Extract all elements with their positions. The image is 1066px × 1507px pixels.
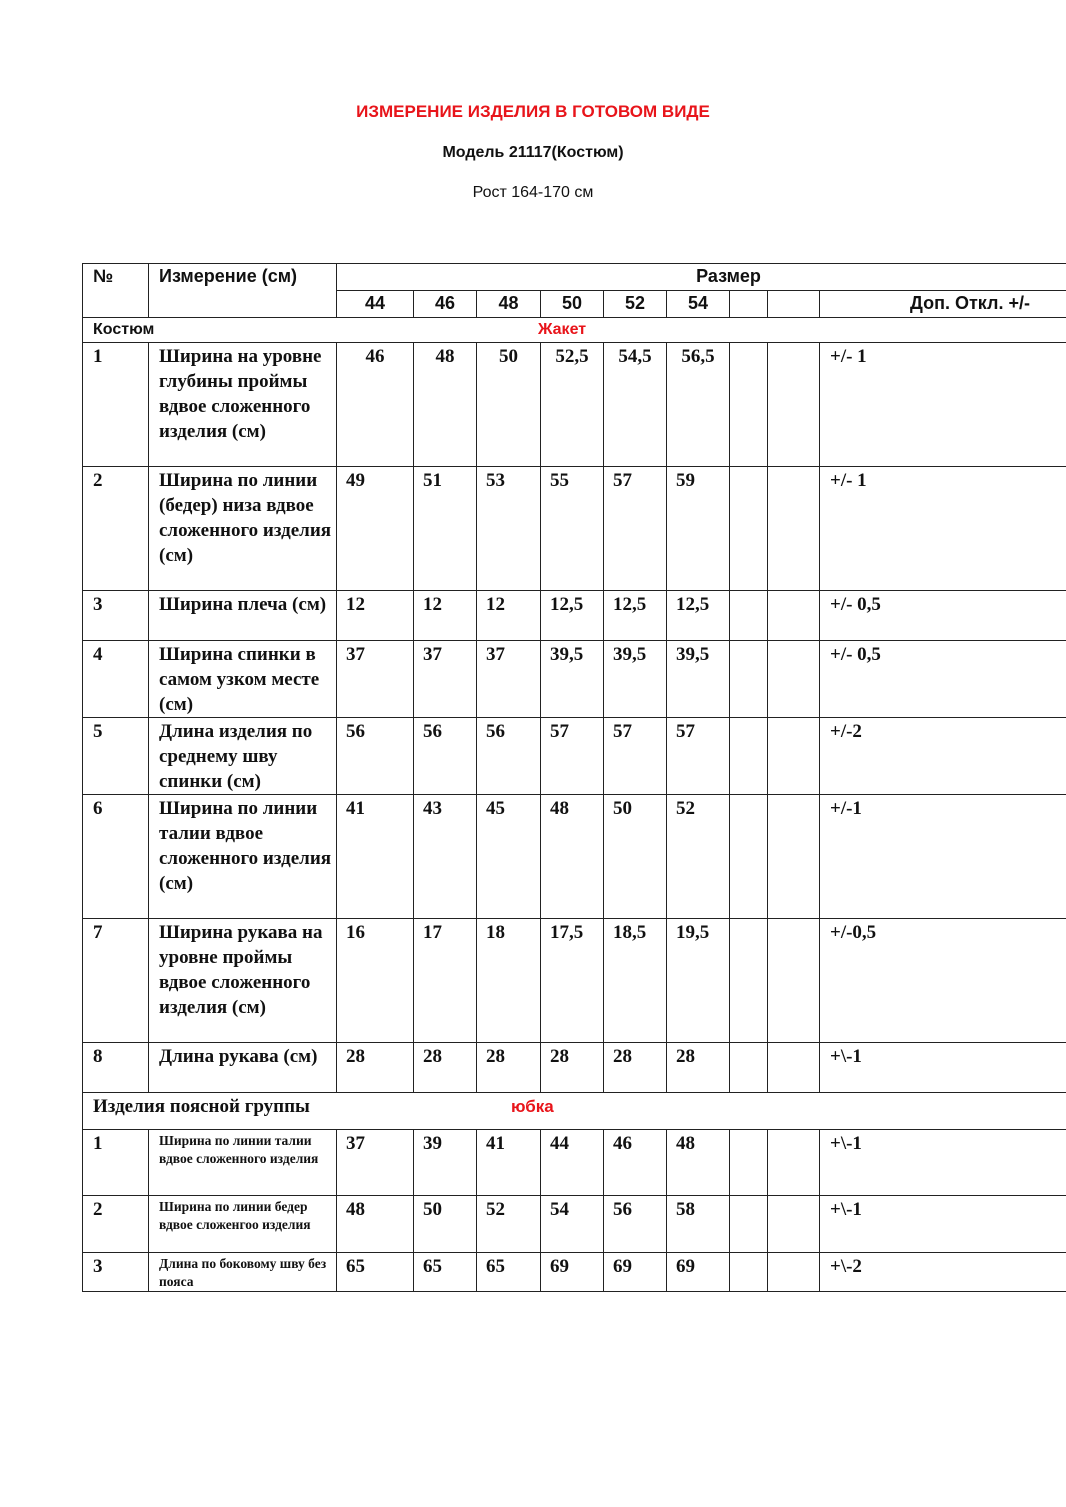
tolerance-cell: +\-1 <box>820 1043 1066 1093</box>
size-value-cell: 50 <box>604 795 667 919</box>
section-garment-label: юбка <box>511 1097 554 1116</box>
size-value-cell: 56,5 <box>667 343 730 467</box>
size-value-cell: 18,5 <box>604 919 667 1043</box>
header-row <box>83 264 1066 291</box>
size-value-cell: 48 <box>667 1130 730 1196</box>
table-row <box>83 919 1066 1043</box>
size-value-cell: 59 <box>667 467 730 591</box>
tolerance-cell: +\-1 <box>820 1196 1066 1253</box>
size-value-cell: 28 <box>337 1043 414 1093</box>
size-value-cell: 56 <box>337 718 414 795</box>
size-value-cell: 12 <box>337 591 414 641</box>
measurement-table <box>82 263 1066 1292</box>
size-value-cell: 28 <box>541 1043 604 1093</box>
size-value-cell: 17,5 <box>541 919 604 1043</box>
tolerance-cell: +/- 0,5 <box>820 591 1066 641</box>
size-value-cell <box>730 641 768 718</box>
size-value-cell: 53 <box>477 467 541 591</box>
table-row <box>83 718 1066 795</box>
size-value-cell: 43 <box>414 795 477 919</box>
table-row <box>83 343 1066 467</box>
table-row <box>83 641 1066 718</box>
row-number: 7 <box>83 919 149 1043</box>
row-number: 3 <box>83 591 149 641</box>
measurement-name: Длина по боковому шву без пояса <box>149 1253 337 1292</box>
size-value-cell <box>768 1196 820 1253</box>
size-header: 48 <box>477 291 541 318</box>
size-value-cell: 39,5 <box>667 641 730 718</box>
size-value-cell <box>730 1253 768 1292</box>
size-header <box>768 291 820 318</box>
measurement-name: Ширина по линии (бедер) низа вдвое сложенного изделия (см) <box>149 467 337 591</box>
size-value-cell <box>768 795 820 919</box>
size-value-cell <box>730 467 768 591</box>
size-value-cell: 12 <box>477 591 541 641</box>
size-value-cell <box>768 1253 820 1292</box>
table-row <box>83 1253 1066 1292</box>
size-value-cell: 37 <box>337 1130 414 1196</box>
table-row <box>83 591 1066 641</box>
measurement-name: Ширина по линии талии вдвое сложенного изделия (см) <box>149 795 337 919</box>
size-value-cell: 57 <box>541 718 604 795</box>
size-value-cell: 12,5 <box>667 591 730 641</box>
size-value-cell <box>768 591 820 641</box>
size-header: 50 <box>541 291 604 318</box>
tolerance-cell: +/- 1 <box>820 343 1066 467</box>
size-value-cell: 12 <box>414 591 477 641</box>
size-header: 54 <box>667 291 730 318</box>
size-value-cell: 16 <box>337 919 414 1043</box>
row-number: 1 <box>83 343 149 467</box>
row-number: 6 <box>83 795 149 919</box>
size-value-cell: 58 <box>667 1196 730 1253</box>
document-title: ИЗМЕРЕНИЕ ИЗДЕЛИЯ В ГОТОВОМ ВИДЕ <box>356 102 710 121</box>
measurement-name: Длина изделия по среднему шву спинки (см) <box>149 718 337 795</box>
table-row <box>83 1043 1066 1093</box>
size-value-cell: 50 <box>414 1196 477 1253</box>
size-value-cell: 12,5 <box>604 591 667 641</box>
size-value-cell: 69 <box>667 1253 730 1292</box>
size-value-cell: 56 <box>414 718 477 795</box>
model-heading: Модель 21117(Костюм) <box>442 144 624 161</box>
column-header-measurement: Измерение (см) <box>149 264 337 318</box>
size-value-cell: 65 <box>337 1253 414 1292</box>
size-value-cell: 37 <box>477 641 541 718</box>
measurement-name: Ширина на уровне глубины проймы вдвое сложенного изделия (см) <box>149 343 337 467</box>
section-garment-label: Жакет <box>538 321 587 338</box>
row-number: 4 <box>83 641 149 718</box>
tolerance-cell: +/-2 <box>820 718 1066 795</box>
section-row <box>83 318 1066 343</box>
size-value-cell: 52 <box>477 1196 541 1253</box>
measurement-name: Ширина рукава на уровне проймы вдвое сложенного изделия (см) <box>149 919 337 1043</box>
size-value-cell <box>768 1130 820 1196</box>
tolerance-cell: +/- 0,5 <box>820 641 1066 718</box>
tolerance-cell: +\-1 <box>820 1130 1066 1196</box>
size-value-cell: 69 <box>541 1253 604 1292</box>
size-value-cell: 12,5 <box>541 591 604 641</box>
size-header <box>730 291 768 318</box>
size-value-cell <box>730 718 768 795</box>
size-value-cell <box>768 467 820 591</box>
size-value-cell <box>768 919 820 1043</box>
size-value-cell: 52 <box>667 795 730 919</box>
size-value-cell: 49 <box>337 467 414 591</box>
size-value-cell: 69 <box>604 1253 667 1292</box>
size-value-cell: 28 <box>414 1043 477 1093</box>
size-value-cell: 28 <box>604 1043 667 1093</box>
row-number: 8 <box>83 1043 149 1093</box>
table-row <box>83 467 1066 591</box>
measurement-name: Ширина по линии талии вдвое сложенного изделия <box>149 1130 337 1196</box>
size-value-cell: 56 <box>604 1196 667 1253</box>
size-header: 46 <box>414 291 477 318</box>
size-value-cell: 39 <box>414 1130 477 1196</box>
size-value-cell <box>768 641 820 718</box>
measurement-name: Длина рукава (см) <box>149 1043 337 1093</box>
column-header-size: Размер <box>337 264 1066 291</box>
size-header: 44 <box>337 291 414 318</box>
size-value-cell: 41 <box>477 1130 541 1196</box>
size-value-cell: 54,5 <box>604 343 667 467</box>
tolerance-cell: +/-1 <box>820 795 1066 919</box>
size-value-cell: 57 <box>604 718 667 795</box>
size-header: 52 <box>604 291 667 318</box>
section-row <box>83 1093 1066 1130</box>
section-label: Изделия поясной группы <box>93 1096 310 1117</box>
size-value-cell: 65 <box>477 1253 541 1292</box>
size-value-cell: 39,5 <box>604 641 667 718</box>
size-value-cell: 44 <box>541 1130 604 1196</box>
size-value-cell: 18 <box>477 919 541 1043</box>
measurement-name: Ширина по линии бедер вдвое сложенгоо изделия <box>149 1196 337 1253</box>
size-value-cell: 46 <box>604 1130 667 1196</box>
size-value-cell: 65 <box>414 1253 477 1292</box>
size-value-cell <box>730 1130 768 1196</box>
size-value-cell <box>730 919 768 1043</box>
size-value-cell <box>730 343 768 467</box>
size-value-cell: 48 <box>414 343 477 467</box>
size-value-cell: 39,5 <box>541 641 604 718</box>
size-value-cell: 48 <box>337 1196 414 1253</box>
column-header-number: № <box>83 264 149 318</box>
size-value-cell: 37 <box>414 641 477 718</box>
column-header-tolerance: Доп. Откл. +/- <box>820 291 1066 318</box>
size-value-cell: 41 <box>337 795 414 919</box>
size-value-cell: 55 <box>541 467 604 591</box>
row-number: 3 <box>83 1253 149 1292</box>
size-value-cell: 17 <box>414 919 477 1043</box>
table-row <box>83 1130 1066 1196</box>
table-row <box>83 795 1066 919</box>
row-number: 2 <box>83 1196 149 1253</box>
height-heading: Рост 164-170 см <box>472 184 594 201</box>
table-row <box>83 1196 1066 1253</box>
size-value-cell: 28 <box>477 1043 541 1093</box>
section-label: Костюм <box>93 321 155 338</box>
measurement-name: Ширина спинки в самом узком месте (см) <box>149 641 337 718</box>
size-value-cell <box>768 718 820 795</box>
size-value-cell <box>730 1043 768 1093</box>
size-value-cell: 57 <box>604 467 667 591</box>
size-value-cell: 51 <box>414 467 477 591</box>
section-cell <box>83 1093 1066 1130</box>
size-value-cell <box>768 343 820 467</box>
row-number: 5 <box>83 718 149 795</box>
size-value-cell: 56 <box>477 718 541 795</box>
size-value-cell: 28 <box>667 1043 730 1093</box>
measurement-name: Ширина плеча (см) <box>149 591 337 641</box>
size-value-cell: 37 <box>337 641 414 718</box>
tolerance-cell: +/- 1 <box>820 467 1066 591</box>
row-number: 1 <box>83 1130 149 1196</box>
size-value-cell: 57 <box>667 718 730 795</box>
size-value-cell: 52,5 <box>541 343 604 467</box>
row-number: 2 <box>83 467 149 591</box>
section-cell <box>83 318 1066 343</box>
size-value-cell: 46 <box>337 343 414 467</box>
size-value-cell: 50 <box>477 343 541 467</box>
size-value-cell <box>730 795 768 919</box>
tolerance-cell: +/-0,5 <box>820 919 1066 1043</box>
size-value-cell: 45 <box>477 795 541 919</box>
tolerance-cell: +\-2 <box>820 1253 1066 1292</box>
size-value-cell: 48 <box>541 795 604 919</box>
size-value-cell <box>730 591 768 641</box>
size-value-cell: 19,5 <box>667 919 730 1043</box>
size-value-cell: 54 <box>541 1196 604 1253</box>
size-value-cell <box>730 1196 768 1253</box>
size-value-cell <box>768 1043 820 1093</box>
